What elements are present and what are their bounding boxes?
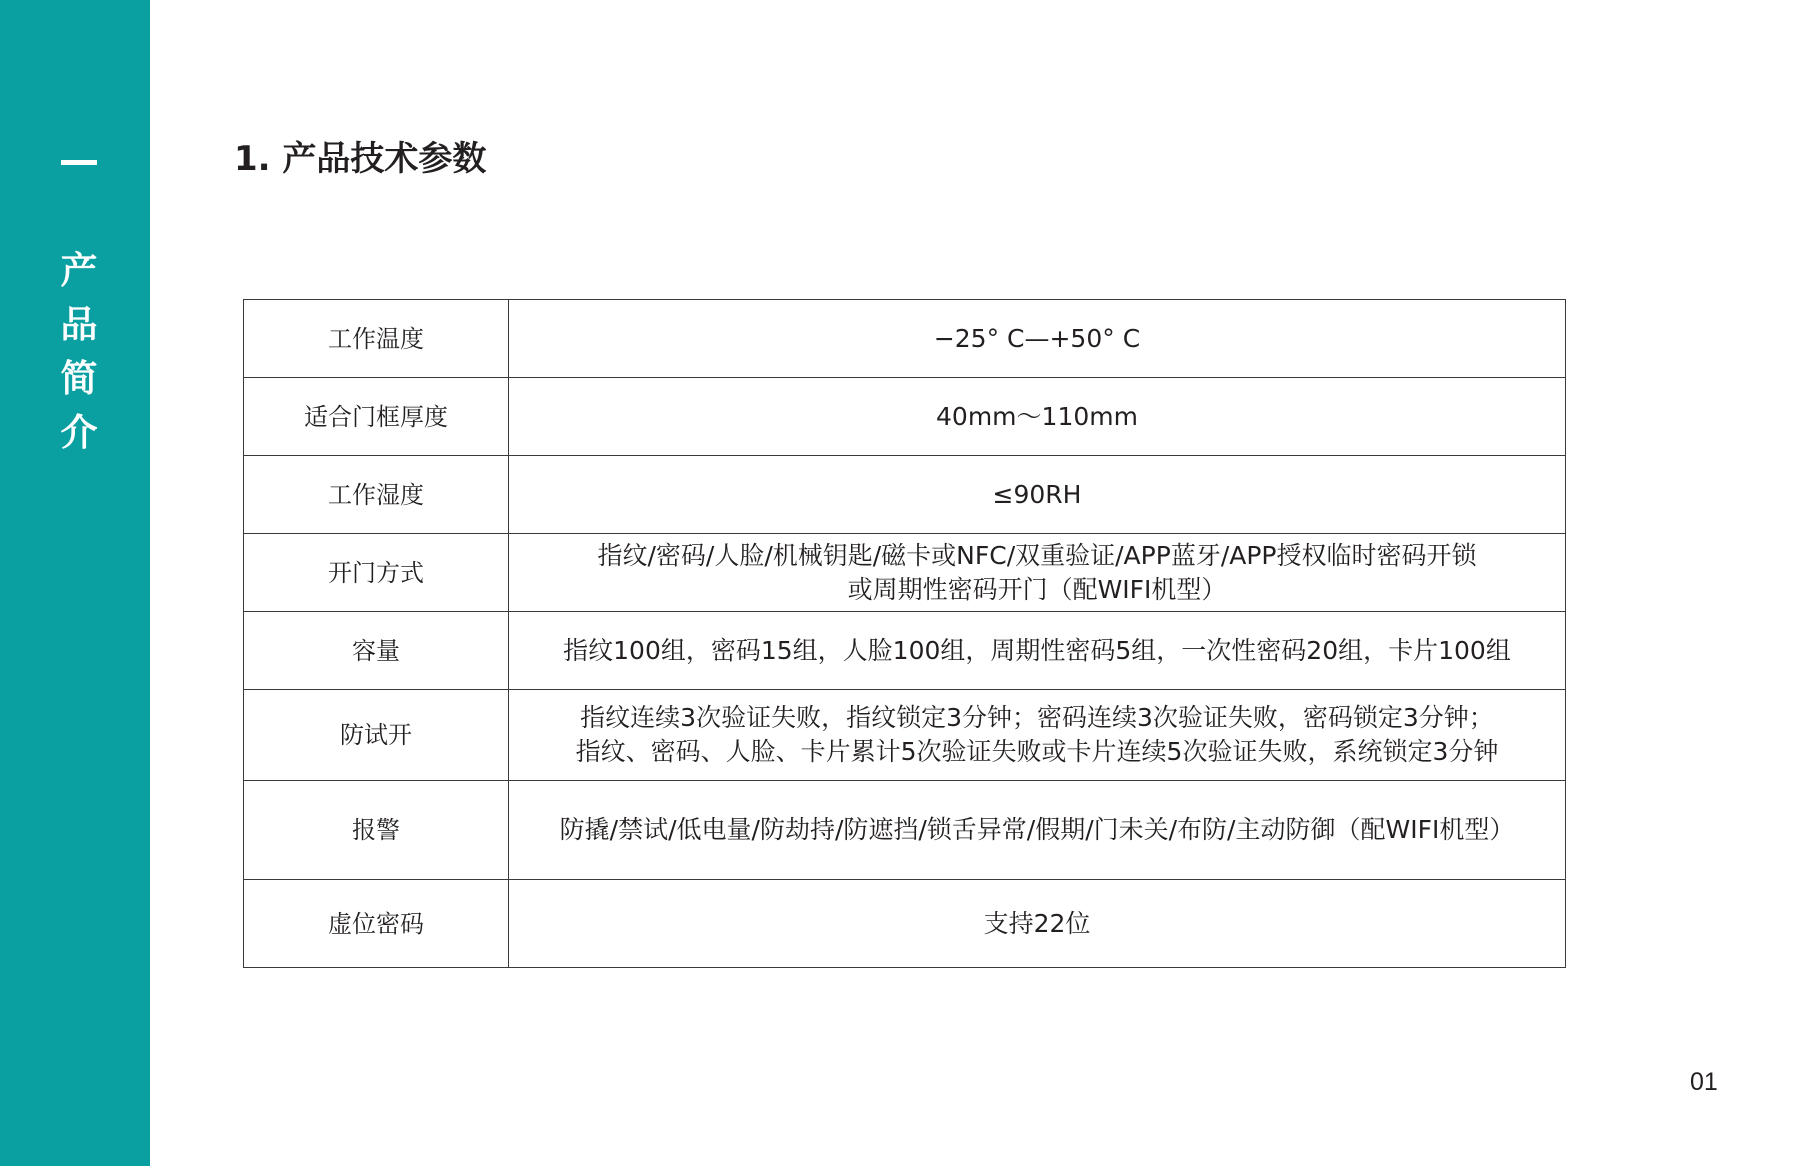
spec-label: 适合门框厚度 — [244, 378, 509, 456]
table-row — [244, 534, 1566, 612]
spec-label: 防试开 — [244, 690, 509, 781]
table-row — [244, 300, 1566, 378]
spec-value: 防撬/禁试/低电量/防劫持/防遮挡/锁舌异常/假期/门未关/布防/主动防御（配WIFI机型） — [509, 781, 1566, 880]
spec-label: 工作湿度 — [244, 456, 509, 534]
sidebar-title-char: 品 — [60, 303, 98, 346]
spec-label: 开门方式 — [244, 534, 509, 612]
table-row — [244, 378, 1566, 456]
section-title: 1. 产品技术参数 — [234, 139, 487, 179]
table-row — [244, 690, 1566, 781]
table-row — [244, 880, 1566, 968]
sidebar-dash — [61, 160, 97, 165]
spec-value: −25° C—+50° C — [509, 300, 1566, 378]
spec-table — [243, 299, 1566, 968]
spec-value: 40mm～110mm — [509, 378, 1566, 456]
table-row — [244, 781, 1566, 880]
spec-label: 工作温度 — [244, 300, 509, 378]
table-row — [244, 456, 1566, 534]
sidebar — [0, 0, 150, 1166]
sidebar-section-title — [55, 244, 103, 460]
spec-value: 指纹/密码/人脸/机械钥匙/磁卡或NFC/双重验证/APP蓝牙/APP授权临时密码开锁 或周期性密码开门（配WIFI机型） — [509, 534, 1566, 612]
spec-label: 容量 — [244, 612, 509, 690]
sidebar-title-char: 介 — [60, 411, 98, 454]
spec-value: ≤90RH — [509, 456, 1566, 534]
spec-label: 报警 — [244, 781, 509, 880]
sidebar-title-char: 产 — [60, 249, 98, 292]
spec-value: 指纹连续3次验证失败，指纹锁定3分钟；密码连续3次验证失败，密码锁定3分钟； 指纹、密码、人脸、卡片累计5次验证失败或卡片连续5次验证失败，系统锁定3分钟 — [509, 690, 1566, 781]
table-row — [244, 612, 1566, 690]
page-number: 01 — [1690, 1068, 1718, 1096]
spec-value: 指纹100组，密码15组，人脸100组，周期性密码5组，一次性密码20组，卡片100组 — [509, 612, 1566, 690]
sidebar-title-char: 简 — [60, 357, 98, 400]
spec-label: 虚位密码 — [244, 880, 509, 968]
spec-value: 支持22位 — [509, 880, 1566, 968]
